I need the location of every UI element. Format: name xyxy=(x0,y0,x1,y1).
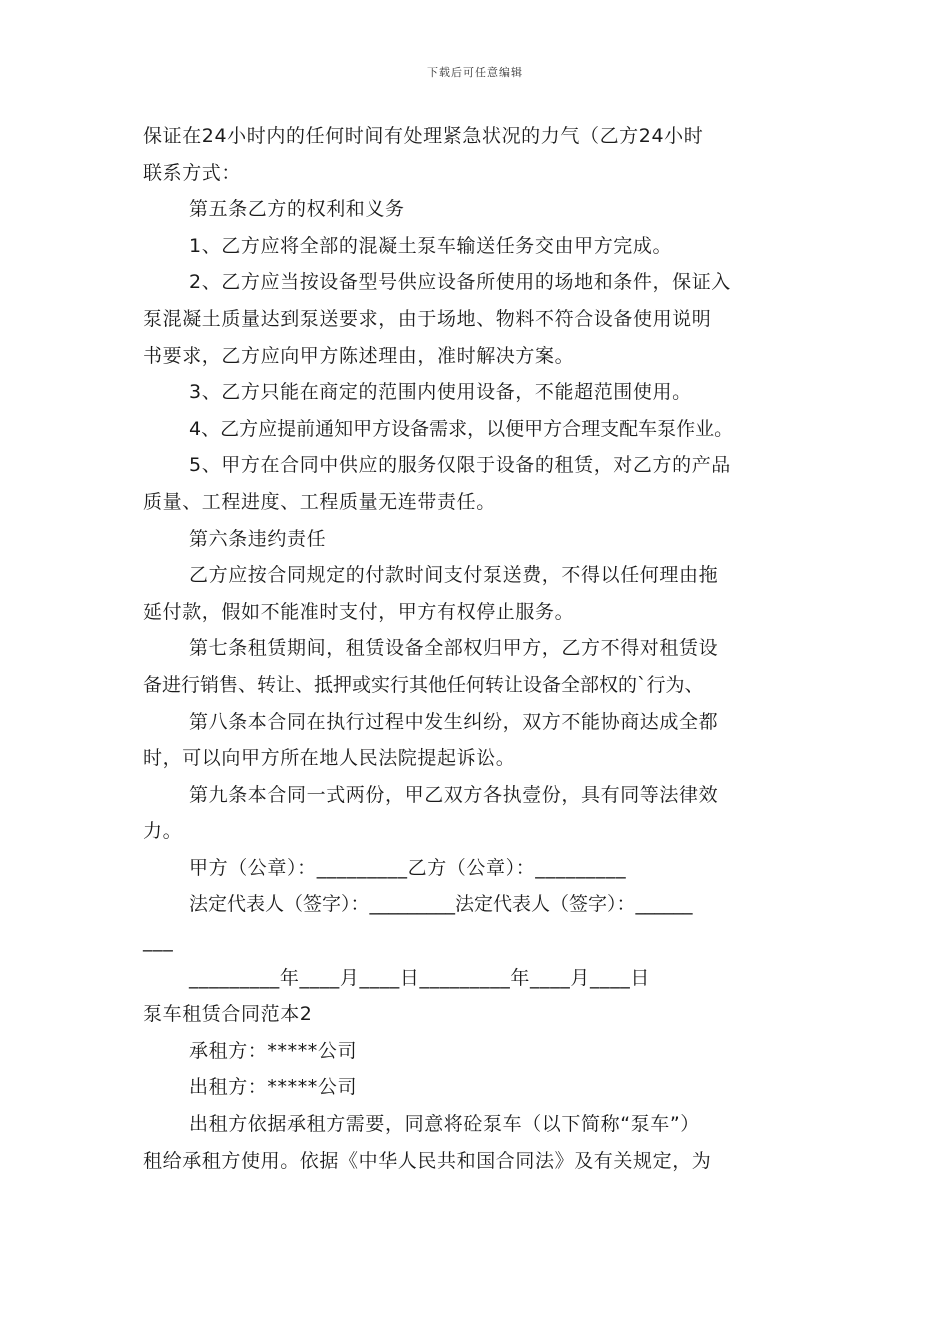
text-line: 保证在24小时内的任何时间有处理紧急状况的力气（乙方24小时 xyxy=(143,125,704,147)
text-line: 延付款，假如不能准时支付，甲方有权停止服务。 xyxy=(143,600,575,623)
text-line: 5、甲方在合同中供应的服务仅限于设备的租赁，对乙方的产品 xyxy=(189,454,731,477)
signature-line-representative: 法定代表人（签字）：_________法定代表人（签字）：______ xyxy=(189,893,693,916)
text-line: 出租方依据承租方需要，同意将砼泵车（以下简称“泵车”） xyxy=(189,1113,700,1136)
text-line: 书要求，乙方应向甲方陈述理由，准时解决方案。 xyxy=(143,344,575,367)
text-line: 质量、工程进度、工程质量无连带责任。 xyxy=(143,490,496,513)
document-subtitle: 泵车租赁合同范本2 xyxy=(143,1003,313,1026)
text-line: 时，可以向甲方所在地人民法院提起诉讼。 xyxy=(143,747,516,770)
text-line: 第八条本合同在执行过程中发生纠纷，双方不能协商达成全都 xyxy=(189,710,719,733)
text-line: 4、乙方应提前通知甲方设备需求，以便甲方合理支配车泵作业。 xyxy=(189,417,734,440)
document-body xyxy=(143,118,813,1179)
lessee-line: 承租方：*****公司 xyxy=(189,1039,358,1062)
text-line: 泵混凝土质量达到泵送要求，由于场地、物料不符合设备使用说明 xyxy=(143,307,712,330)
signature-line-continuation: ___ xyxy=(143,930,174,953)
text-line: 2、乙方应当按设备型号供应设备所使用的场地和条件，保证入 xyxy=(189,271,731,294)
section-heading: 第六条违约责任 xyxy=(189,527,327,550)
section-heading: 第五条乙方的权利和义务 xyxy=(189,198,405,221)
signature-line-seal: 甲方（公章）：_________乙方（公章）：_________ xyxy=(189,856,627,879)
text-line: 力。 xyxy=(143,820,183,843)
text-line: 3、乙方只能在商定的范围内使用设备，不能超范围使用。 xyxy=(189,381,692,404)
text-line: 第九条本合同一式两份，甲乙双方各执壹份，具有同等法律效 xyxy=(189,783,719,806)
text-line: 备进行销售、转让、抵押或实行其他任何转让设备全部权的`行为、 xyxy=(143,673,704,696)
text-line: 联系方式： xyxy=(143,161,242,184)
text-line: 1、乙方应将全部的混凝土泵车输送任务交由甲方完成。 xyxy=(189,234,673,257)
page-header: 下载后可任意编辑 xyxy=(427,66,523,79)
text-line: 第七条租赁期间，租赁设备全部权归甲方，乙方不得对租赁设 xyxy=(189,637,719,660)
lessor-line: 出租方：*****公司 xyxy=(189,1076,358,1099)
text-line: 租给承租方使用。依据《中华人民共和国合同法》及有关规定，为 xyxy=(143,1149,712,1172)
date-line: _________年____月____日_________年____月____日 xyxy=(189,966,650,989)
text-line: 乙方应按合同规定的付款时间支付泵送费，不得以任何理由拖 xyxy=(189,564,719,587)
